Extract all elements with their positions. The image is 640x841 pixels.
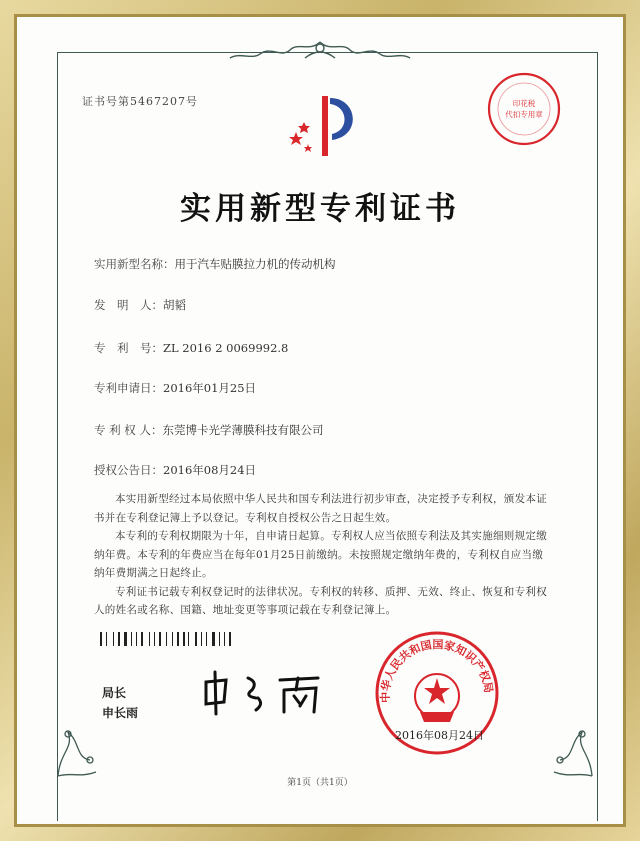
barcode-bar bbox=[219, 632, 220, 646]
barcode-bar bbox=[144, 632, 147, 646]
barcode-bar bbox=[180, 632, 181, 646]
field-label: 授权公告日： bbox=[94, 463, 163, 477]
barcode-bar bbox=[195, 632, 197, 646]
handwritten-signature-icon bbox=[200, 668, 340, 718]
barcode-bar bbox=[201, 632, 202, 646]
barcode-bar bbox=[100, 632, 102, 646]
svg-text:中华人民共和国国家知识产权局: 中华人民共和国国家知识产权局 bbox=[378, 638, 496, 703]
field-value: 2016年08月24日 bbox=[163, 463, 257, 477]
field-label: 专利申请日： bbox=[94, 381, 163, 395]
certificate-title: 实用新型专利证书 bbox=[180, 191, 460, 227]
field-inventor bbox=[94, 297, 186, 313]
seal-date: 2016年08月24日 bbox=[395, 729, 484, 742]
top-ornament-icon bbox=[220, 38, 420, 68]
barcode-bar bbox=[136, 632, 137, 646]
field-patent-number bbox=[94, 340, 288, 356]
field-value: 2016年01月25日 bbox=[163, 381, 257, 395]
barcode-bar bbox=[113, 632, 114, 646]
barcode-bar bbox=[149, 632, 150, 646]
barcode-bar bbox=[159, 632, 161, 646]
corner-ornament-bottom-left-icon bbox=[50, 712, 110, 782]
tax-agent-seal-icon bbox=[485, 70, 563, 148]
barcode-bar bbox=[216, 632, 217, 646]
field-utility-model-name bbox=[94, 256, 336, 272]
barcode-bar bbox=[133, 632, 135, 646]
signatory-name: 申长雨 bbox=[102, 706, 139, 720]
barcode-bar bbox=[128, 632, 129, 646]
field-value: 胡韬 bbox=[163, 298, 186, 312]
field-value: 东莞博卡光学薄膜科技有限公司 bbox=[162, 423, 324, 437]
barcode-bar bbox=[224, 632, 225, 646]
field-application-date bbox=[94, 380, 256, 396]
barcode-bar bbox=[188, 632, 189, 646]
barcode-bar bbox=[209, 632, 211, 646]
barcode-bar bbox=[157, 632, 158, 646]
barcode-bar bbox=[124, 632, 127, 646]
barcode-bar bbox=[151, 632, 153, 646]
certificate-paper bbox=[20, 20, 620, 821]
barcode-bar bbox=[203, 632, 205, 646]
barcode-bar bbox=[186, 632, 187, 646]
barcode-bar bbox=[115, 632, 117, 646]
barcode-bar bbox=[212, 632, 215, 646]
barcode-bar bbox=[232, 632, 233, 646]
barcode-bar bbox=[229, 632, 231, 646]
barcode-bar bbox=[118, 632, 120, 646]
body-paragraph: 专利证书记载专利权登记时的法律状况。专利权的转移、质押、无效、终止、恢复和专利权人的姓名或名称、国籍、地址变更等事项记载在专利登记簿上。 bbox=[94, 585, 547, 616]
barcode-bar bbox=[122, 632, 123, 646]
field-label: 专 利 权 人： bbox=[94, 423, 163, 437]
barcode-bar bbox=[168, 632, 171, 646]
certificate-body bbox=[94, 490, 549, 620]
field-label: 实用新型名称： bbox=[94, 257, 175, 271]
patent-office-logo-icon bbox=[288, 88, 368, 160]
barcode-bar bbox=[175, 632, 176, 646]
barcode-bar bbox=[104, 632, 105, 646]
barcode-bar bbox=[198, 632, 199, 646]
field-value: 用于汽车贴膜拉力机的传动机构 bbox=[174, 257, 336, 271]
barcode-bar bbox=[227, 632, 228, 646]
barcode-bar bbox=[108, 632, 111, 646]
barcode-bar bbox=[139, 632, 140, 646]
barcode-bar bbox=[191, 632, 194, 646]
field-patentee bbox=[94, 422, 323, 438]
certificate-number: 证书号第5467207号 bbox=[82, 95, 198, 108]
barcode-bar bbox=[106, 632, 107, 646]
field-label: 专 利 号： bbox=[94, 341, 163, 355]
barcode-bar bbox=[221, 632, 223, 646]
svg-text:印花税: 印花税 bbox=[512, 99, 536, 108]
barcode bbox=[100, 632, 270, 646]
barcode-bar bbox=[154, 632, 155, 646]
signatory-title: 局长 bbox=[102, 686, 127, 700]
body-paragraph: 本实用新型经过本局依照中华人民共和国专利法进行初步审查，决定授予专利权，颁发本证书并在专利登记簿上予以登记。专利权自授权公告之日起生效。 bbox=[94, 493, 547, 524]
barcode-bar bbox=[177, 632, 179, 646]
field-grant-date bbox=[94, 462, 256, 478]
field-label: 发 明 人： bbox=[94, 298, 163, 312]
field-value: ZL 2016 2 0069992.8 bbox=[163, 341, 289, 355]
barcode-bar bbox=[206, 632, 207, 646]
svg-text:代扣专用章: 代扣专用章 bbox=[505, 110, 543, 119]
barcode-bar bbox=[162, 632, 164, 646]
barcode-bar bbox=[141, 632, 143, 646]
page-footer: 第1页（共1页） bbox=[287, 778, 353, 788]
barcode-bar bbox=[183, 632, 185, 646]
body-paragraph: 本专利的专利权期限为十年，自申请日起算。专利权人应当依照专利法及其实施细则规定缴纳年费。本专利的年费应当在每年01月25日前缴纳。未按照规定缴纳年费的，专利权自应当缴纳年费期满之日起终止。 bbox=[94, 530, 547, 579]
barcode-bar bbox=[166, 632, 167, 646]
barcode-bar bbox=[172, 632, 173, 646]
barcode-bar bbox=[131, 632, 132, 646]
corner-ornament-bottom-right-icon bbox=[540, 712, 600, 782]
